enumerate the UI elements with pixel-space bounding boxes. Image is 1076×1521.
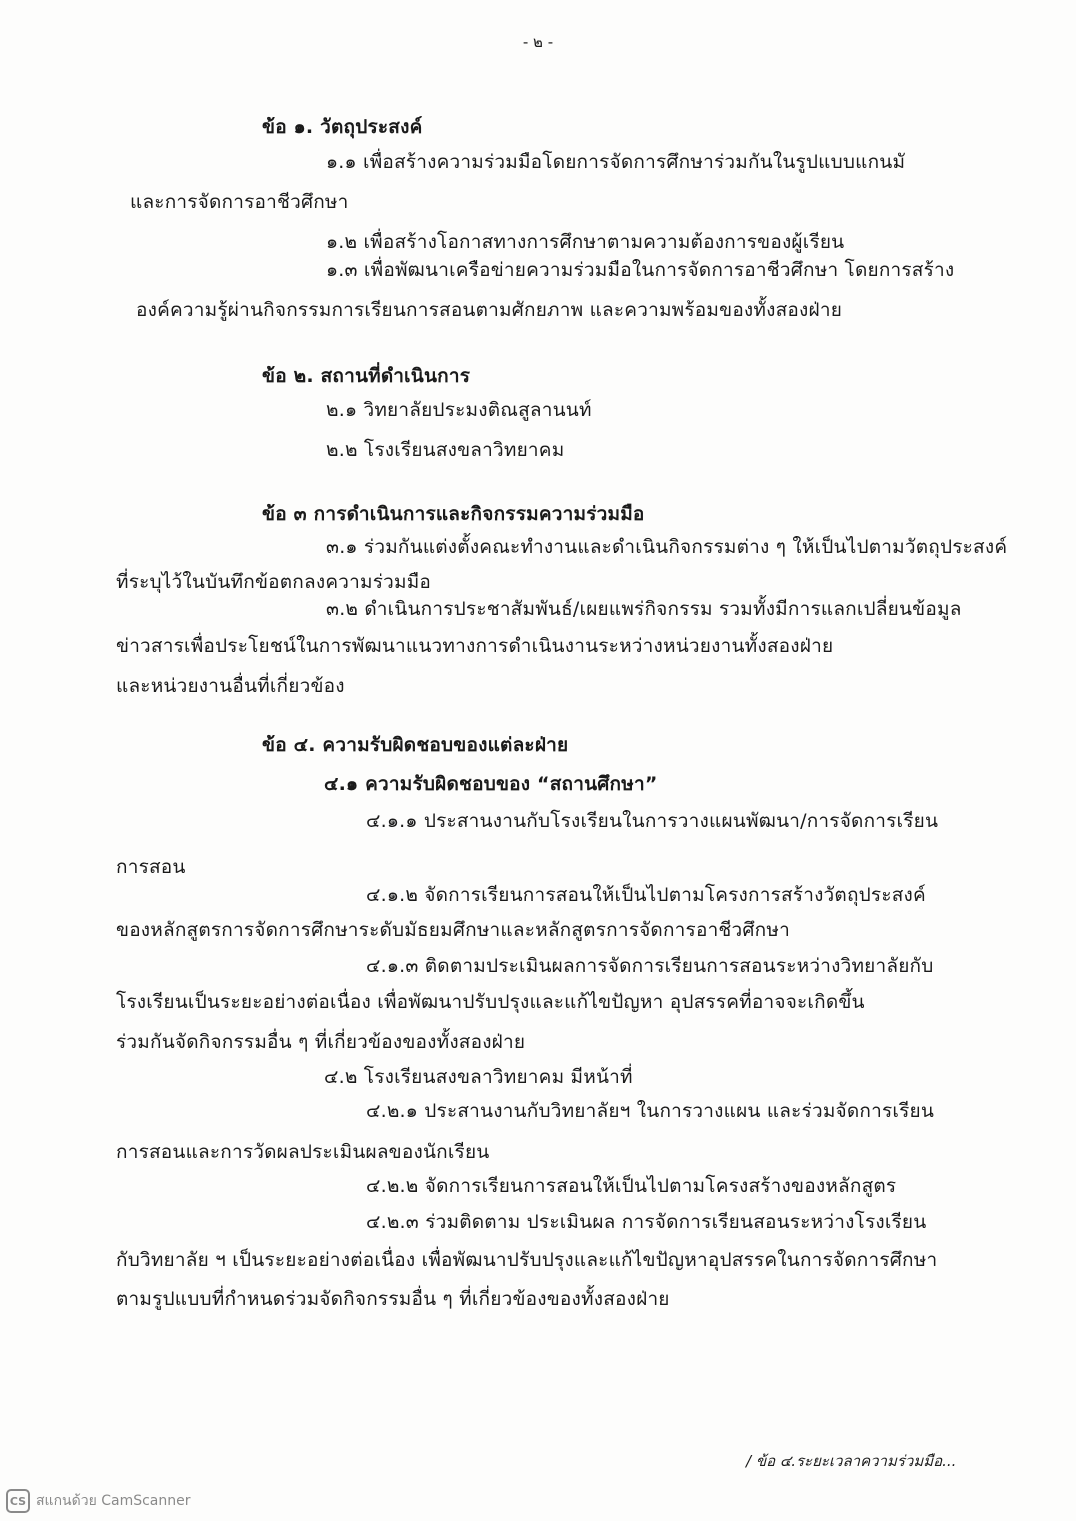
paragraph-line: ๔.๑.๒ จัดการเรียนการสอนให้เป็นไปตามโครงการสร้างวัตถุประสงค์	[366, 884, 926, 906]
paragraph-line: ที่ระบุไว้ในบันทึกข้อตกลงความร่วมมือ	[116, 571, 432, 593]
heading-section-4: ข้อ ๔. ความรับผิดชอบของแต่ละฝ่าย	[262, 734, 569, 756]
paragraph-line: ๒.๑ วิทยาลัยประมงติณสูลานนท์	[326, 399, 592, 421]
paragraph-line: กับวิทยาลัย ฯ เป็นระยะอย่างต่อเนื่อง เพื่อพัฒนาปรับปรุงและแก้ไขปัญหาอุปสรรคในการจัดการศึกษา	[116, 1249, 938, 1271]
paragraph-line: ๔.๑.๑ ประสานงานกับโรงเรียนในการวางแผนพัฒนา/การจัดการเรียน	[366, 810, 939, 832]
heading-section-3: ข้อ ๓ การดำเนินการและกิจกรรมความร่วมมือ	[262, 503, 645, 525]
paragraph-line: ๑.๑ เพื่อสร้างความร่วมมือโดยการจัดการศึกษาร่วมกันในรูปแบบแกนมั	[326, 151, 906, 173]
paragraph-line: โรงเรียนเป็นระยะอย่างต่อเนื่อง เพื่อพัฒนาปรับปรุงและแก้ไขปัญหา อุปสรรคที่อาจจะเกิดขึ้น	[116, 991, 865, 1013]
page-number: - ๒ -	[522, 33, 554, 51]
paragraph-line: ๓.๒ ดำเนินการประชาสัมพันธ์/เผยแพร่กิจกรรม รวมทั้งมีการแลกเปลี่ยนข้อมูล	[326, 598, 962, 620]
paragraph-line: ร่วมกันจัดกิจกรรมอื่น ๆ ที่เกี่ยวข้องของทั้งสองฝ่าย	[116, 1031, 526, 1053]
paragraph-line: การสอน	[116, 856, 186, 878]
paragraph-line: ๓.๑ ร่วมกันแต่งตั้งคณะทำงานและดำเนินกิจกรรมต่าง ๆ ให้เป็นไปตามวัตถุประสงค์	[326, 536, 1008, 558]
paragraph-line: ๒.๒ โรงเรียนสงขลาวิทยาคม	[326, 439, 565, 461]
subheading-4-2: ๔.๒ โรงเรียนสงขลาวิทยาคม มีหน้าที่	[324, 1066, 633, 1088]
subheading-4-1: ๔.๑ ความรับผิดชอบของ “สถานศึกษา”	[324, 773, 658, 795]
continuation-note: / ข้อ ๔.ระยะเวลาความร่วมมือ...	[746, 1452, 957, 1470]
paragraph-line: ๔.๑.๓ ติดตามประเมินผลการจัดการเรียนการสอนระหว่างวิทยาลัยกับ	[366, 955, 934, 977]
camscanner-label: สแกนด้วย CamScanner	[36, 1493, 191, 1509]
paragraph-line: ตามรูปแบบที่กำหนดร่วมจัดกิจกรรมอื่น ๆ ที่เกี่ยวข้องของทั้งสองฝ่าย	[116, 1288, 670, 1310]
paragraph-line: ของหลักสูตรการจัดการศึกษาระดับมัธยมศึกษาและหลักสูตรการจัดการอาชีวศึกษา	[116, 919, 790, 941]
paragraph-line: ข่าวสารเพื่อประโยชน์ในการพัฒนาแนวทางการดำเนินงานระหว่างหน่วยงานทั้งสองฝ่าย	[116, 635, 834, 657]
camscanner-watermark	[6, 1489, 191, 1513]
paragraph-line: และการจัดการอาชีวศึกษา	[130, 191, 349, 213]
paragraph-line: การสอนและการวัดผลประเมินผลของนักเรียน	[116, 1141, 490, 1163]
heading-section-2: ข้อ ๒. สถานที่ดำเนินการ	[262, 365, 471, 387]
paragraph-line: องค์ความรู้ผ่านกิจกรรมการเรียนการสอนตามศักยภาพ และความพร้อมของทั้งสองฝ่าย	[136, 299, 843, 321]
paragraph-line: ๑.๓ เพื่อพัฒนาเครือข่ายความร่วมมือในการจัดการอาชีวศึกษา โดยการสร้าง	[326, 259, 955, 281]
paragraph-line: ๔.๒.๒ จัดการเรียนการสอนให้เป็นไปตามโครงสร้างของหลักสูตร	[366, 1175, 897, 1197]
paragraph-line: ๔.๒.๑ ประสานงานกับวิทยาลัยฯ ในการวางแผน และร่วมจัดการเรียน	[366, 1100, 935, 1122]
paragraph-line: ๑.๒ เพื่อสร้างโอกาสทางการศึกษาตามความต้องการของผู้เรียน	[326, 231, 845, 253]
paragraph-line: และหน่วยงานอื่นที่เกี่ยวข้อง	[116, 675, 345, 697]
heading-section-1: ข้อ ๑. วัตถุประสงค์	[262, 116, 423, 138]
camscanner-logo-icon: CS	[6, 1489, 30, 1513]
paragraph-line: ๔.๒.๓ ร่วมติดตาม ประเมินผล การจัดการเรียนสอนระหว่างโรงเรียน	[366, 1211, 927, 1233]
